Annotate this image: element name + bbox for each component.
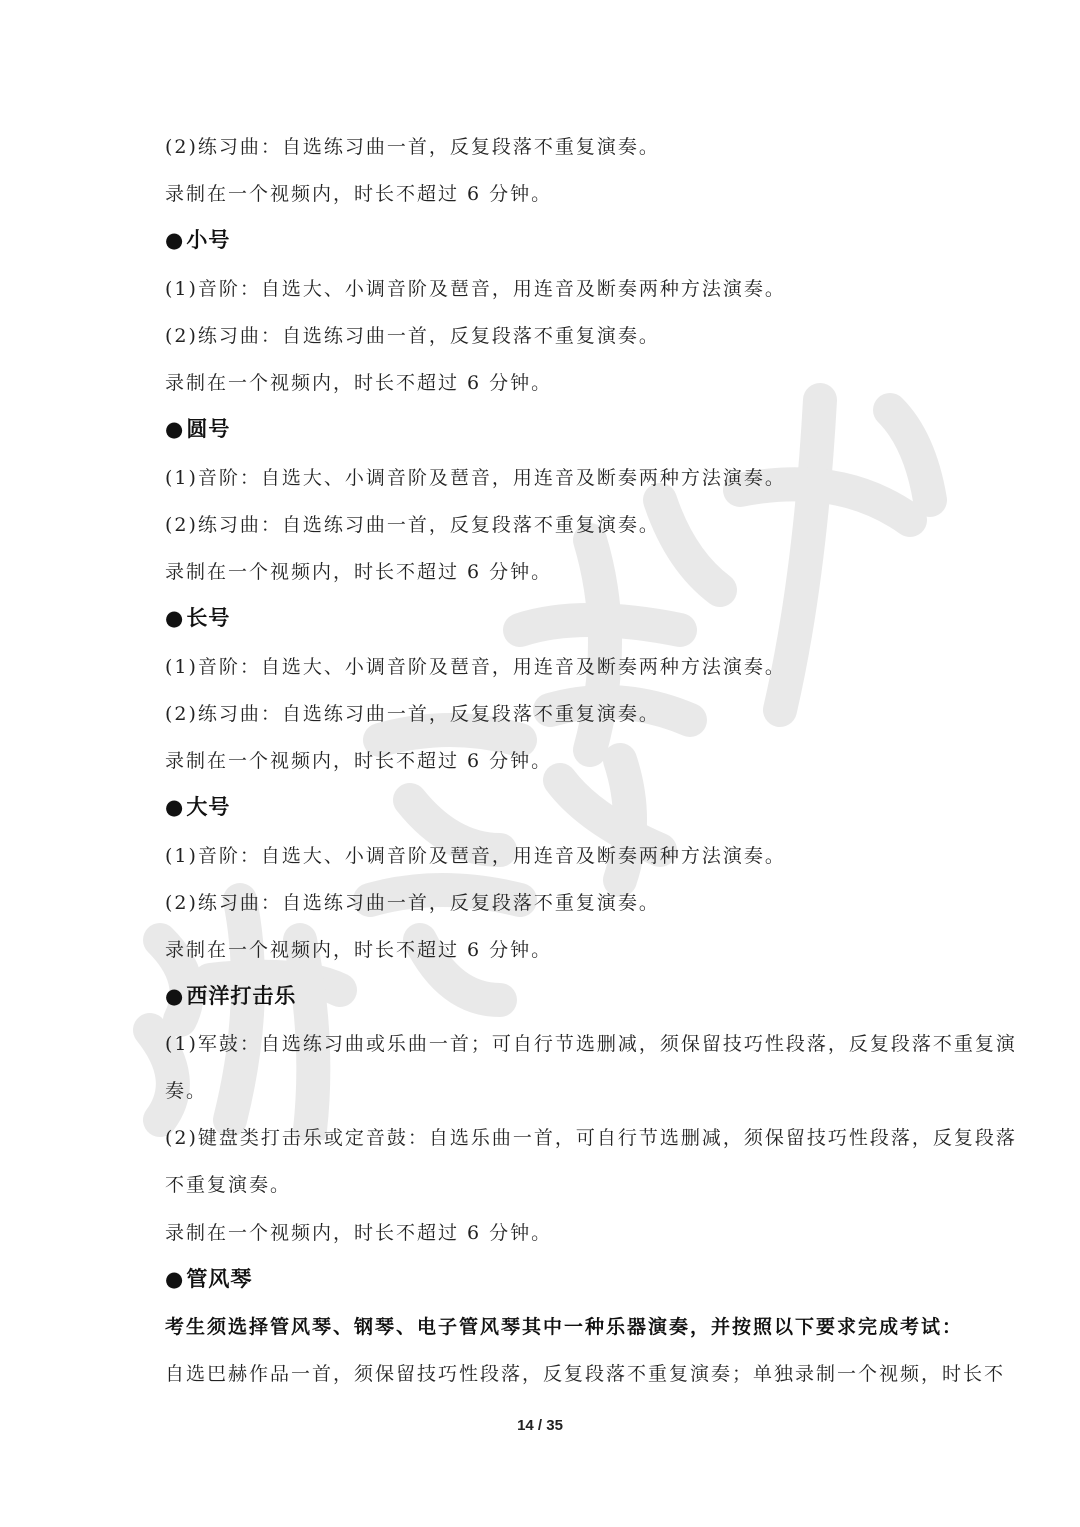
paragraph: (1)军鼓：自选练习曲或乐曲一首；可自行节选删减，须保留技巧性段落，反复段落不重复演 <box>165 1033 1017 1055</box>
paragraph: 录制在一个视频内，时长不超过 6 分钟。 <box>165 750 553 772</box>
bullet-icon: ● <box>165 228 185 252</box>
paragraph: 录制在一个视频内，时长不超过 6 分钟。 <box>165 939 553 961</box>
paragraph: (2)练习曲：自选练习曲一首，反复段落不重复演奏。 <box>165 703 660 725</box>
section-heading-trumpet: ●小号 <box>165 228 231 252</box>
bullet-icon: ● <box>165 1267 185 1291</box>
paragraph: 录制在一个视频内，时长不超过 6 分钟。 <box>165 1222 553 1244</box>
paragraph: 录制在一个视频内，时长不超过 6 分钟。 <box>165 372 553 394</box>
paragraph: (1)音阶：自选大、小调音阶及琶音，用连音及断奏两种方法演奏。 <box>165 278 786 300</box>
section-heading-percussion: ●西洋打击乐 <box>165 984 297 1008</box>
paragraph: 录制在一个视频内，时长不超过 6 分钟。 <box>165 561 553 583</box>
paragraph: 不重复演奏。 <box>165 1174 292 1196</box>
paragraph: (1)音阶：自选大、小调音阶及琶音，用连音及断奏两种方法演奏。 <box>165 467 786 489</box>
section-heading-french-horn: ●圆号 <box>165 417 231 441</box>
bullet-icon: ● <box>165 606 185 630</box>
section-heading-trombone: ●长号 <box>165 606 231 630</box>
paragraph: 奏。 <box>165 1080 208 1102</box>
paragraph: 录制在一个视频内，时长不超过 6 分钟。 <box>165 183 553 205</box>
paragraph: (2)练习曲：自选练习曲一首，反复段落不重复演奏。 <box>165 514 660 536</box>
section-heading-tuba: ●大号 <box>165 795 231 819</box>
bullet-icon: ● <box>165 417 185 441</box>
paragraph: (2)练习曲：自选练习曲一首，反复段落不重复演奏。 <box>165 892 660 914</box>
bullet-icon: ● <box>165 795 185 819</box>
paragraph: (1)音阶：自选大、小调音阶及琶音，用连音及断奏两种方法演奏。 <box>165 656 786 678</box>
paragraph: (2)练习曲：自选练习曲一首，反复段落不重复演奏。 <box>165 136 660 158</box>
section-heading-organ: ●管风琴 <box>165 1267 253 1291</box>
paragraph: 自选巴赫作品一首，须保留技巧性段落，反复段落不重复演奏；单独录制一个视频，时长不 <box>165 1363 1006 1385</box>
paragraph: (1)音阶：自选大、小调音阶及琶音，用连音及断奏两种方法演奏。 <box>165 845 786 867</box>
paragraph: (2)键盘类打击乐或定音鼓：自选乐曲一首，可自行节选删减，须保留技巧性段落，反复段落 <box>165 1127 1017 1149</box>
paragraph: (2)练习曲：自选练习曲一首，反复段落不重复演奏。 <box>165 325 660 347</box>
page-number: 14 / 35 <box>517 1417 563 1434</box>
paragraph-bold: 考生须选择管风琴、钢琴、电子管风琴其中一种乐器演奏，并按照以下要求完成考试： <box>165 1316 964 1338</box>
bullet-icon: ● <box>165 984 185 1008</box>
